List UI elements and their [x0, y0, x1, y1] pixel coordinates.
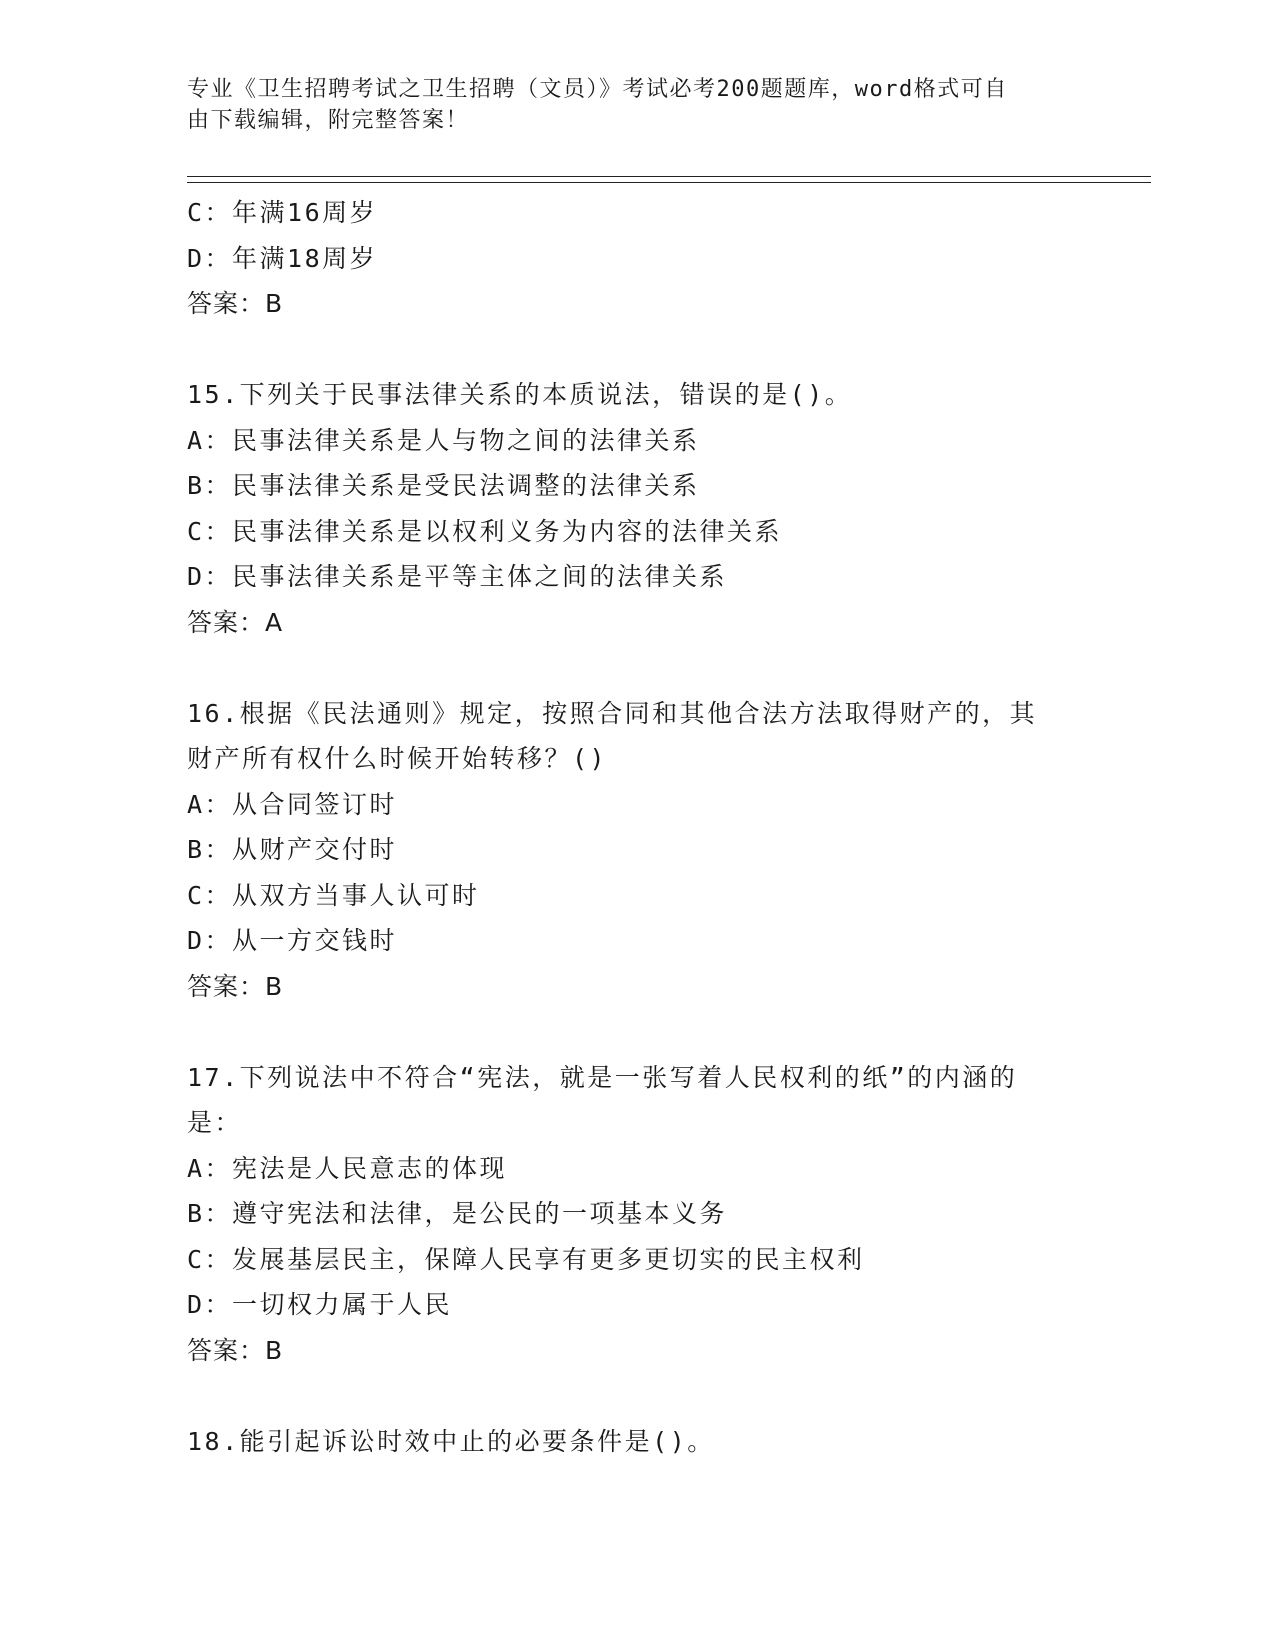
header-divider-top	[187, 176, 1151, 177]
option-d: D：民事法律关系是平等主体之间的法律关系	[187, 562, 728, 591]
question-list	[187, 190, 1087, 1464]
option-c: C：民事法律关系是以权利义务为内容的法律关系	[187, 516, 783, 546]
header-line-1: 专业《卫生招聘考试之卫生招聘（文员）》考试必考200题题库，word格式可自	[187, 77, 1008, 102]
question-stem: 17.下列说法中不符合“宪法，就是一张写着人民权利的纸”的内涵的	[187, 1062, 1018, 1092]
spacer	[187, 1009, 1087, 1055]
spacer	[187, 1373, 1087, 1419]
document-header	[187, 74, 1067, 136]
option-a: A：从合同签订时	[187, 789, 398, 819]
option-c: C：年满16周岁	[187, 198, 378, 227]
spacer	[187, 327, 1087, 373]
option-b: B：遵守宪法和法律，是公民的一项基本义务	[187, 1199, 728, 1228]
header-divider-bottom	[187, 182, 1151, 183]
option-c: C：从双方当事人认可时	[187, 880, 480, 910]
question-15	[187, 372, 1087, 645]
option-a: A：民事法律关系是人与物之间的法律关系	[187, 425, 700, 455]
option-b: B：从财产交付时	[187, 835, 398, 864]
question-18	[187, 1419, 1087, 1465]
question-stem-continued: 是：	[187, 1108, 243, 1137]
answer-line: 答案：B	[187, 1335, 284, 1365]
option-b: B：民事法律关系是受民法调整的法律关系	[187, 471, 700, 500]
option-c: C：发展基层民主，保障人民享有更多更切实的民主权利	[187, 1244, 865, 1274]
option-d: D：年满18周岁	[187, 243, 378, 273]
option-d: D：一切权力属于人民	[187, 1290, 453, 1319]
option-d: D：从一方交钱时	[187, 926, 398, 955]
answer-line: 答案：A	[187, 607, 284, 637]
option-a: A：宪法是人民意志的体现	[187, 1153, 508, 1183]
answer-line: 答案：B	[187, 971, 284, 1001]
question-stem: 15.下列关于民事法律关系的本质说法，错误的是()。	[187, 380, 853, 409]
spacer	[187, 645, 1087, 691]
question-stem: 18.能引起诉讼时效中止的必要条件是()。	[187, 1426, 715, 1456]
question-16	[187, 691, 1087, 1010]
header-line-2: 由下载编辑，附完整答案！	[187, 108, 470, 133]
answer-line: 答案：B	[187, 289, 284, 318]
question-stem-continued: 财产所有权什么时候开始转移？()	[187, 744, 608, 773]
question-17	[187, 1055, 1087, 1374]
question-stem: 16.根据《民法通则》规定，按照合同和其他合法方法取得财产的，其	[187, 698, 1038, 728]
